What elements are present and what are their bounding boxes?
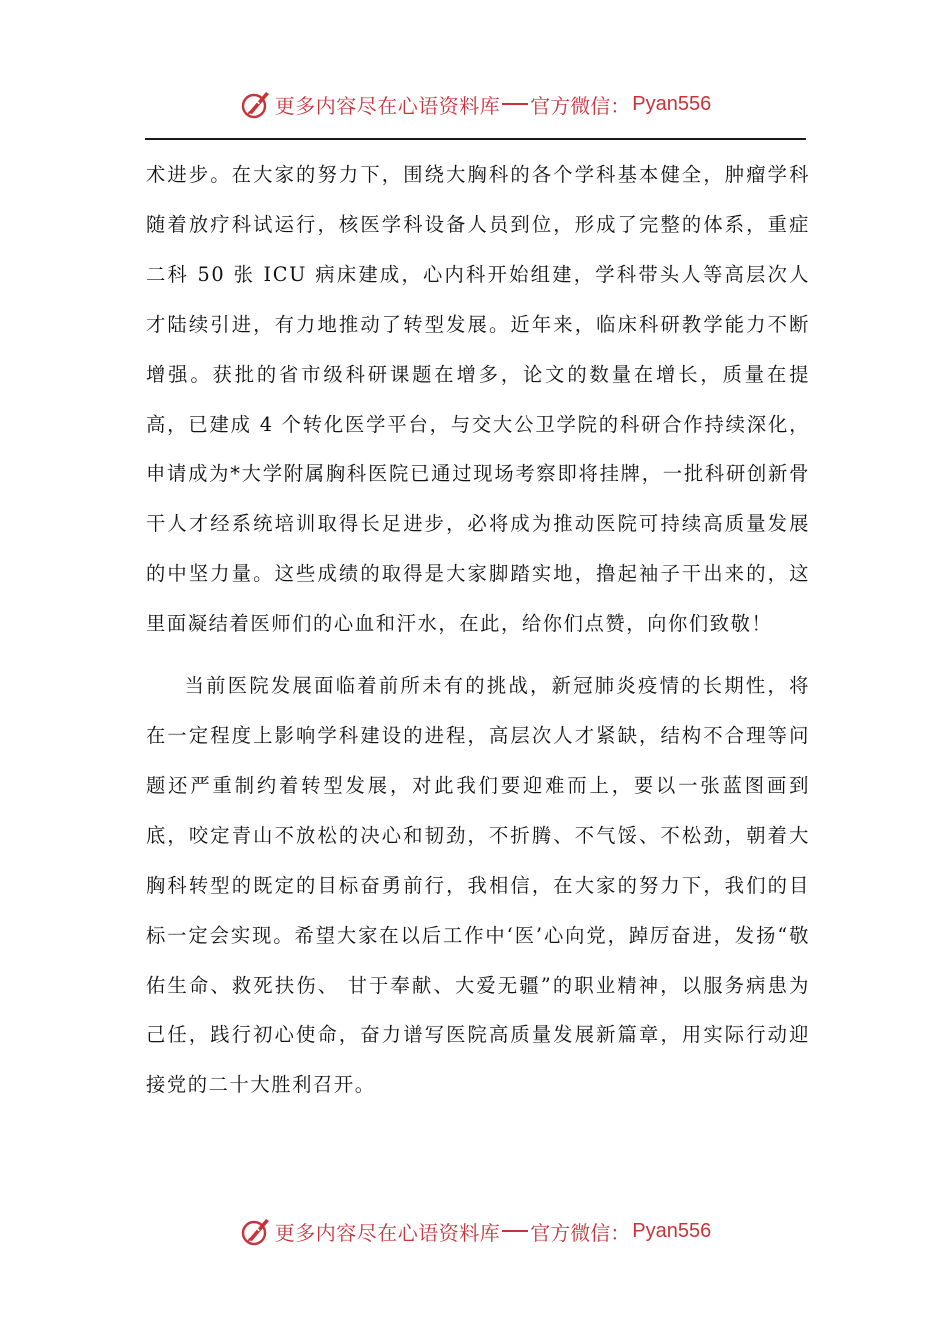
banner-dash (502, 103, 528, 105)
footer-banner[interactable] (0, 1211, 950, 1251)
banner-main-text: 更多内容尽在心语资料库 (274, 93, 501, 118)
banner-wechat-label: 官方微信： (530, 1220, 631, 1245)
header-banner[interactable] (0, 84, 950, 124)
banner-wechat-label: 官方微信： (530, 93, 631, 118)
banner-account: Pyan556 (632, 1219, 712, 1242)
banner-dash (502, 1230, 528, 1232)
paragraph-2: 当前医院发展面临着前所未有的挑战，新冠肺炎疫情的长期性，将在一定程度上影响学科建设的进程，高层次人才紧缺，结构不合理等问题还严重制约着转型发展，对此我们要迎难而上，要以一张蓝图画到底，咬定青山不放松的决心和韧劲，不折腾、不气馁、不松劲，朝着大胸科转型的既定的目标奋勇前行，我相信，在大家的努力下，我们的目标一定会实现。希望大家在以后工作中‘医’心向党，踔厉奋进，发扬“敬佑生命、救死扶伤、 甘于奉献、大爱无疆”的职业精神，以服务病患为己任，践行初心使命，奋力谱写医院高质量发展新篇章，用实际行动迎接党的二十大胜利召开。 (146, 674, 810, 1097)
banner-main-text: 更多内容尽在心语资料库 (274, 1220, 501, 1245)
banner-account: Pyan556 (632, 92, 712, 115)
body-text (146, 150, 810, 1110)
paragraph-1: 术进步。在大家的努力下，围绕大胸科的各个学科基本健全，肿瘤学科随着放疗科试运行，核医学科设备人员到位，形成了完整的体系，重症二科 50 张 ICU 病床建成，心内科开始组建，学科带头人等高层次人才陆续引进，有力地推动了转型发展。近年来，临床科研教学能力不断增强。获批的省市级科研课题在增多，论文的数量在增长，质量在提高，已建成 4 个转化医学平台，与交大公卫学院的科研合作持续深化，申请成为*大学附属胸科医院已通过现场考察即将挂牌，一批科研创新骨干人才经系统培训取得长足进步，必将成为推动医院可持续高质量发展的中坚力量。这些成绩的取得是大家脚踏实地，撸起袖子干出来的，这里面凝结着医师们的心血和汗水，在此，给你们点赞，向你们致敬！ (146, 163, 810, 636)
quill-pen-logo-icon (239, 87, 273, 121)
header-rule (145, 138, 806, 140)
quill-pen-logo-icon (239, 1214, 273, 1248)
